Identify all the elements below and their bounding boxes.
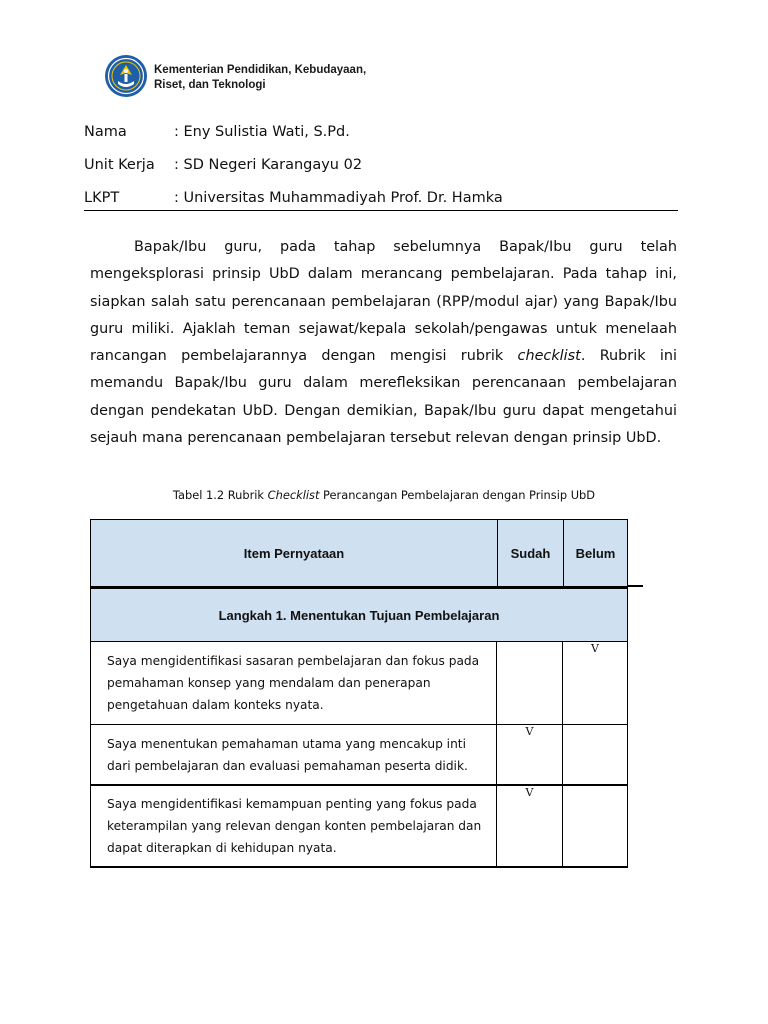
cell-belum — [563, 786, 627, 866]
identity-value: : Eny Sulistia Wati, S.Pd. — [174, 124, 350, 140]
cell-sudah — [497, 786, 563, 866]
identity-row-unit-kerja — [84, 157, 362, 173]
paragraph-text-2: . Rubrik ini memandu Bapak/Ibu guru dalam merefleksikan perencanaan pembelajaran dengan pendekatan UbD. Dengan demikian, Bapak/Ibu guru dapat mengetahui sejauh mana perencanaan pembelajaran tersebut relevan dengan prinsip UbD. — [90, 348, 677, 447]
header-rule-extension — [628, 585, 643, 587]
check-mark: V — [591, 642, 599, 655]
identity-label: LKPT — [84, 190, 120, 206]
instruction-paragraph — [90, 234, 677, 452]
table-row — [90, 642, 628, 725]
identity-value: : Universitas Muhammadiyah Prof. Dr. Hamka — [174, 190, 503, 206]
identity-row-lkpt — [84, 190, 503, 206]
cell-sudah — [497, 725, 563, 784]
identity-label: Nama — [84, 124, 127, 140]
ministry-name-line-2: Riset, dan Teknologi — [154, 79, 266, 91]
identity-divider — [84, 210, 678, 211]
column-header-belum: Belum — [575, 545, 616, 561]
cell-belum — [563, 725, 627, 784]
paragraph-italic-term: checklist — [517, 348, 581, 365]
table-row — [90, 725, 628, 785]
caption-italic-term: Checklist — [267, 488, 320, 502]
identity-label: Unit Kerja — [84, 157, 155, 173]
section-header-langkah-1: Langkah 1. Menentukan Tujuan Pembelajaran — [90, 587, 628, 642]
row-statement: Saya menentukan pemahaman utama yang mencakup inti dari pembelajaran dan evaluasi pemahaman peserta didik. — [91, 725, 497, 784]
tut-wuri-handayani-logo-icon — [104, 54, 148, 98]
caption-text-1: Tabel 1.2 Rubrik — [172, 488, 268, 502]
table-caption — [90, 488, 678, 502]
check-mark: V — [525, 786, 534, 799]
row-statement: Saya mengidentifikasi sasaran pembelajaran dan fokus pada pemahaman konsep yang mendalam dan penerapan pengetahuan dalam konteks nyata. — [91, 642, 497, 724]
table-header-row — [90, 519, 628, 587]
checklist-table — [90, 519, 628, 868]
ministry-name — [154, 63, 366, 93]
cell-belum — [563, 642, 627, 724]
column-header-item: Item Pernyataan — [91, 520, 498, 586]
identity-row-nama — [84, 124, 350, 140]
check-mark: V — [525, 725, 534, 738]
identity-value: : SD Negeri Karangayu 02 — [174, 157, 363, 173]
caption-text-2: Perancangan Pembelajaran dengan Prinsip UbD — [319, 488, 596, 502]
cell-sudah — [497, 642, 563, 724]
table-row — [90, 785, 628, 868]
ministry-name-line-1: Kementerian Pendidikan, Kebudayaan, — [154, 64, 367, 76]
paragraph-text-1: Bapak/Ibu guru, pada tahap sebelumnya Bapak/Ibu guru telah mengeksplorasi prinsip UbD dalam merancang pembelajaran. Pada tahap ini, siapkan salah satu perencanaan pembelajaran (RPP/modul ajar) yang Bapak/Ibu guru miliki. Ajaklah teman sejawat/kepala sekolah/pengawas untuk menelaah rancangan pembelajarannya dengan mengisi rubrik — [90, 239, 677, 365]
row-statement: Saya mengidentifikasi kemampuan penting yang fokus pada keterampilan yang relevan dengan konten pembelajaran dan dapat diterapkan di kehidupan nyata. — [91, 786, 497, 866]
column-header-sudah: Sudah — [498, 520, 564, 586]
